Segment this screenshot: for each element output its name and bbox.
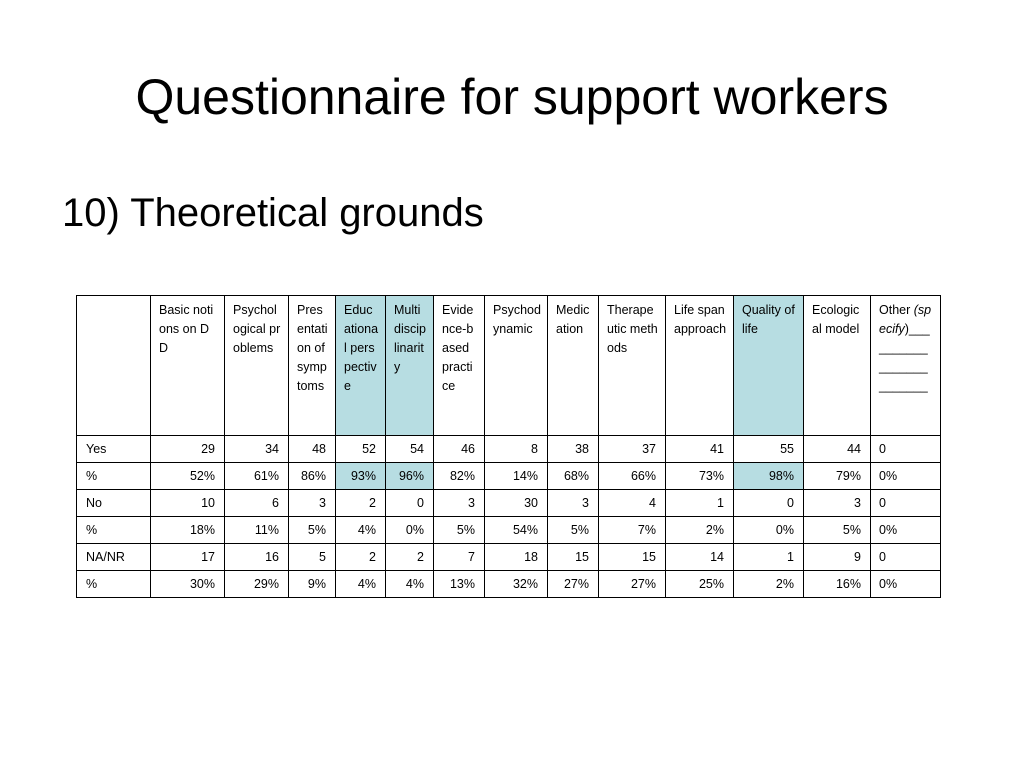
header-psychodynamic: Psychodynamic bbox=[485, 296, 548, 436]
table-cell: 79% bbox=[804, 463, 871, 490]
table-cell: 66% bbox=[599, 463, 666, 490]
table-cell: 0 bbox=[386, 490, 434, 517]
header-life-span-approach: Life span approach bbox=[666, 296, 734, 436]
table-cell: 16 bbox=[225, 544, 289, 571]
table-cell: 3 bbox=[804, 490, 871, 517]
table-cell: 2 bbox=[386, 544, 434, 571]
table-cell: 34 bbox=[225, 436, 289, 463]
row-label: NA/NR bbox=[77, 544, 151, 571]
table-cell: 96% bbox=[386, 463, 434, 490]
row-label: % bbox=[77, 571, 151, 598]
table-cell: 5% bbox=[804, 517, 871, 544]
table-row bbox=[77, 463, 941, 490]
table-cell: 0% bbox=[871, 571, 941, 598]
header-row bbox=[77, 296, 941, 436]
row-label: % bbox=[77, 463, 151, 490]
table-cell: 2% bbox=[666, 517, 734, 544]
header-evidence-based-practice: Evidence-based practice bbox=[434, 296, 485, 436]
table-cell: 48 bbox=[289, 436, 336, 463]
header-presentation-of-symptoms: Presentation of symptoms bbox=[289, 296, 336, 436]
table-cell: 30 bbox=[485, 490, 548, 517]
table-cell: 5% bbox=[434, 517, 485, 544]
table-row bbox=[77, 517, 941, 544]
table-cell: 9% bbox=[289, 571, 336, 598]
table-row bbox=[77, 490, 941, 517]
table-body bbox=[77, 436, 941, 598]
table-cell: 16% bbox=[804, 571, 871, 598]
table-cell: 68% bbox=[548, 463, 599, 490]
table-cell: 27% bbox=[599, 571, 666, 598]
table-cell: 44 bbox=[804, 436, 871, 463]
table-cell: 29% bbox=[225, 571, 289, 598]
table-cell: 98% bbox=[734, 463, 804, 490]
table-cell: 17 bbox=[151, 544, 225, 571]
table-cell: 2% bbox=[734, 571, 804, 598]
table-cell: 18 bbox=[485, 544, 548, 571]
table-cell: 14 bbox=[666, 544, 734, 571]
table-cell: 25% bbox=[666, 571, 734, 598]
table-cell: 1 bbox=[666, 490, 734, 517]
table-row bbox=[77, 436, 941, 463]
header-quality-of-life: Quality of life bbox=[734, 296, 804, 436]
table-cell: 14% bbox=[485, 463, 548, 490]
header-multidisciplinarity: Multidisciplinarity bbox=[386, 296, 434, 436]
table-cell: 46 bbox=[434, 436, 485, 463]
table-cell: 1 bbox=[734, 544, 804, 571]
table-cell: 4% bbox=[336, 517, 386, 544]
table-cell: 0% bbox=[871, 517, 941, 544]
table-cell: 11% bbox=[225, 517, 289, 544]
table-cell: 29 bbox=[151, 436, 225, 463]
table-cell: 37 bbox=[599, 436, 666, 463]
table-cell: 13% bbox=[434, 571, 485, 598]
table-cell: 0% bbox=[871, 463, 941, 490]
table-cell: 93% bbox=[336, 463, 386, 490]
slide-title: Questionnaire for support workers bbox=[135, 69, 889, 125]
slide-subtitle: 10) Theoretical grounds bbox=[62, 191, 484, 235]
row-label: % bbox=[77, 517, 151, 544]
results-table bbox=[76, 295, 941, 598]
table-cell: 5% bbox=[548, 517, 599, 544]
table-cell: 7% bbox=[599, 517, 666, 544]
table-cell: 52 bbox=[336, 436, 386, 463]
table-cell: 73% bbox=[666, 463, 734, 490]
header-other bbox=[871, 296, 941, 436]
table-cell: 3 bbox=[434, 490, 485, 517]
table-cell: 86% bbox=[289, 463, 336, 490]
table-cell: 0% bbox=[734, 517, 804, 544]
header-psychological-problems: Psychological problems bbox=[225, 296, 289, 436]
table-cell: 27% bbox=[548, 571, 599, 598]
header-therapeutic-methods: Therapeutic methods bbox=[599, 296, 666, 436]
table-cell: 6 bbox=[225, 490, 289, 517]
table-cell: 4 bbox=[599, 490, 666, 517]
table-cell: 0 bbox=[871, 436, 941, 463]
header-educational-perspective: Educational perspective bbox=[336, 296, 386, 436]
header-other-blank: )________________________ bbox=[879, 322, 930, 393]
header-other-specify: (specify bbox=[879, 303, 932, 336]
table-cell: 4% bbox=[386, 571, 434, 598]
table-cell: 0 bbox=[871, 490, 941, 517]
header-ecological-model: Ecological model bbox=[804, 296, 871, 436]
table-cell: 3 bbox=[289, 490, 336, 517]
header-other-label: Other bbox=[879, 303, 911, 317]
header-basic-notions: Basic notions on DD bbox=[151, 296, 225, 436]
table-cell: 41 bbox=[666, 436, 734, 463]
table-cell: 32% bbox=[485, 571, 548, 598]
table-cell: 7 bbox=[434, 544, 485, 571]
header-corner bbox=[77, 296, 151, 436]
table-cell: 55 bbox=[734, 436, 804, 463]
table-cell: 5 bbox=[289, 544, 336, 571]
table-cell: 2 bbox=[336, 490, 386, 517]
table-row bbox=[77, 544, 941, 571]
table-cell: 2 bbox=[336, 544, 386, 571]
table-row bbox=[77, 571, 941, 598]
table-cell: 3 bbox=[548, 490, 599, 517]
table-cell: 0% bbox=[386, 517, 434, 544]
table-cell: 4% bbox=[336, 571, 386, 598]
table-cell: 54% bbox=[485, 517, 548, 544]
table-cell: 18% bbox=[151, 517, 225, 544]
table-cell: 61% bbox=[225, 463, 289, 490]
table-cell: 5% bbox=[289, 517, 336, 544]
row-label: No bbox=[77, 490, 151, 517]
table-cell: 0 bbox=[871, 544, 941, 571]
table-cell: 9 bbox=[804, 544, 871, 571]
table-cell: 15 bbox=[548, 544, 599, 571]
table-cell: 38 bbox=[548, 436, 599, 463]
table-cell: 15 bbox=[599, 544, 666, 571]
table-cell: 54 bbox=[386, 436, 434, 463]
table-cell: 10 bbox=[151, 490, 225, 517]
table-cell: 30% bbox=[151, 571, 225, 598]
table-cell: 52% bbox=[151, 463, 225, 490]
header-medication: Medication bbox=[548, 296, 599, 436]
table-cell: 8 bbox=[485, 436, 548, 463]
table-cell: 0 bbox=[734, 490, 804, 517]
table-cell: 82% bbox=[434, 463, 485, 490]
row-label: Yes bbox=[77, 436, 151, 463]
